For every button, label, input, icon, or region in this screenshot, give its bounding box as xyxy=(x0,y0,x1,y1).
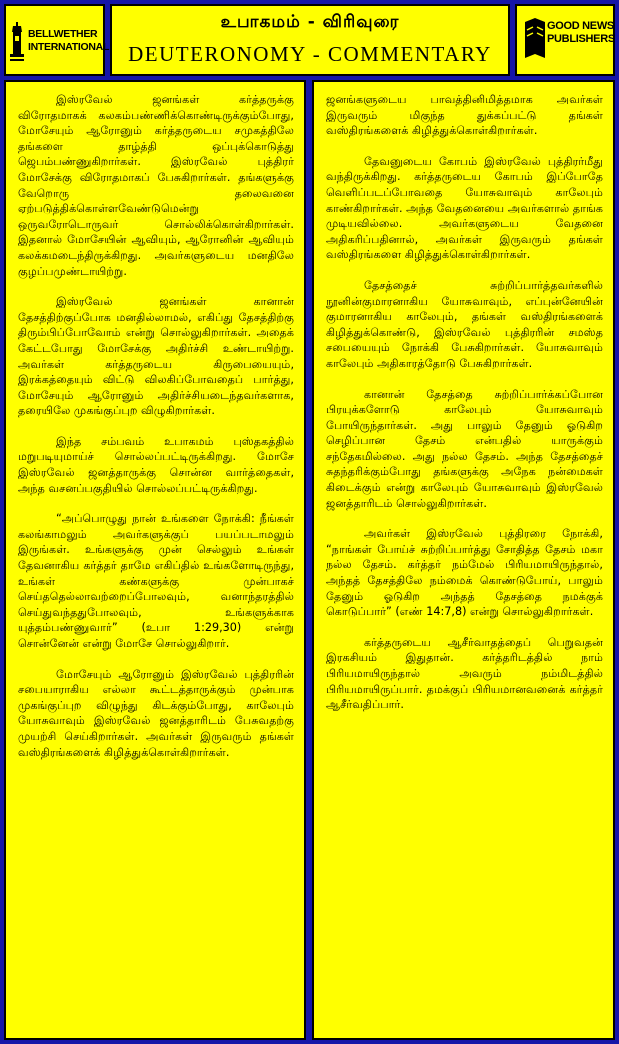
good-news-logo-text xyxy=(547,20,615,46)
right-paragraph-1: ஜனங்களுடைய பாவத்தினிமித்தமாக அவர்கள் இருவரும் மிகுந்த துக்கப்பட்டு தங்கள் வஸ்திரங்களைக் கிழித்துக்கொள்கிறார்கள். xyxy=(326,93,603,138)
right-paragraph-4: கானான் தேசத்தை சுற்றிப்பார்க்கப்போன பிரயுக்களோடு காலேபும் யோசுவாவும் போயிருந்தார்கள். அது பாலும் தேனும் ஓடுகிற செழிப்பான தேசம் என்பதில் யாருக்கும் சந்தேகமில்லை. அது நல்ல தேசம். அந்த தேசத்தைச் சுதந்தரிக்கும்போது தங்களுக்கு அநேக நன்மைகள் கிடைக்கும் என்று காலேபும் யோசுவாவும் இஸ்ரவேல் ஜனத்தாரிடம் சொல்லுகிறார்கள். xyxy=(326,387,603,510)
right-paragraph-3: தேசத்தைச் சுற்றிப்பார்த்தவர்களில் நூனின்குமாரனாகிய யோசுவாவும், எப்புன்னேயின் குமாரனாகிய காலேபும், தங்கள் வஸ்திரங்களைக் கிழித்துக்கொண்டு, இஸ்ரவேல் புத்திரரின் சமஸ்த சபையையும் நோக்கி பேசுகிறார்கள். யோசுவாவும் காலேபும் அதிகாரத்தோடு பேசுகிறார்கள். xyxy=(326,278,603,370)
left-column xyxy=(4,80,306,1040)
left-paragraph-2: இஸ்ரவேல் ஜனங்கள் கானான் தேசத்திற்குப்போக மனதில்லாமல், எகிப்து தேசத்திற்கு திரும்பிப்போவோம் என்று சொல்லுகிறார்கள். அதைக் கேட்டபோது மோசேக்கு அதிர்ச்சி உண்டாயிற்று. அவர்கள் கர்த்தருடைய கிருபையையும், இரக்கத்தையும் விட்டு விலகிப்போவதைப் பார்த்து, மோசேயும் ஆரோனும் அதிர்ச்சியடைந்தவர்களாக, தரையிலே முகங்குப்புற விழுகிறார்கள். xyxy=(18,295,294,418)
logo-left-line2: INTERNATIONAL xyxy=(28,41,110,53)
title-english: DEUTERONOMY - COMMENTARY xyxy=(128,42,492,66)
left-paragraph-3: இந்த சம்பவம் உபாகமம் புஸ்தகத்தில் மறுபடியுமாய்ச் சொல்லப்பட்டிருக்கிறது. மோசே இஸ்ரவேல் ஜனத்தாருக்கு சொன்ன வார்த்தைகள், அந்த வசனப்பகுதியில் சொல்லப்பட்டிருக்கிறது. xyxy=(18,434,294,495)
bellwether-logo xyxy=(4,4,110,76)
book-icon xyxy=(523,16,547,60)
good-news-logo xyxy=(515,4,615,76)
right-paragraph-5: அவர்கள் இஸ்ரவேல் புத்திரரை நோக்கி, “நாங்கள் போய்ச் சுற்றிப்பார்த்து சோதித்த தேசம் மகா நல்ல தேசம். கர்த்தர் நம்மேல் பிரியமாயிருந்தால், அந்தத் தேசத்திலே நம்மைக் கொண்டுபோய், பாலும் தேனும் ஓடுகிற அந்தத் தேசத்தை நமக்குக் கொடுப்பார்” (எண் 14:7,8) என்று சொல்லுகிறார்கள். xyxy=(326,527,603,619)
logo-right-line1: GOOD NEWS xyxy=(547,20,614,32)
logo-left-line1: BELLWETHER xyxy=(28,28,98,40)
left-paragraph-4: “அப்பொழுது நான் உங்களை நோக்கி: நீங்கள் கலங்காமலும் அவர்களுக்குப் பயப்படாமலும் இருங்கள். உங்களுக்கு முன் செல்லும் உங்கள் தேவனாகிய கர்த்தர் தாமே எகிப்தில் உங்களோடிருந்து, உங்கள் கண்களுக்கு முன்பாகச் செய்ததெல்லாவற்றைப்போலவும், வனாந்தரத்தில் செய்துவந்ததுபோலவும், உங்களுக்காக யுத்தம்பண்ணுவார்” (உபா 1:29,30) என்று சொன்னேன் என்று மோசே சொல்லுகிறார். xyxy=(18,512,294,650)
right-column xyxy=(312,80,615,1040)
page-header xyxy=(4,4,615,76)
bell-tower-icon xyxy=(10,22,30,64)
title-box xyxy=(110,4,510,76)
right-paragraph-6: கர்த்தருடைய ஆசீர்வாதத்தைப் பெறுவதன் இரகசியம் இதுதான். கர்த்தரிடத்தில் நாம் பிரியமாயிருந்தால் அவரும் நம்மிடத்தில் பிரியமாயிருப்பார். தமக்குப் பிரியமானவனைக் கர்த்தர் ஆசீர்வதிப்பார். xyxy=(326,635,603,712)
left-paragraph-5: மோசேயும் ஆரோனும் இஸ்ரவேல் புத்திரரின் சபையாராகிய எல்லா கூட்டத்தாருக்கும் முன்பாக முகங்குப்புற விழுந்து கிடக்கும்போது, காலேபும் யோசுவாவும் இஸ்ரவேல் ஜனத்தாரிடம் பேசுவதற்கு முயற்சி செய்கிறார்கள். அவர்கள் இருவரும் தங்கள் வஸ்திரங்களைக் கிழித்துக்கொள்கிறார்கள். xyxy=(18,667,294,759)
bellwether-logo-text xyxy=(28,28,109,54)
left-paragraph-1: இஸ்ரவேல் ஜனங்கள் கர்த்தருக்கு விரோதமாகக் கலகம்பண்ணிக்கொண்டிருக்கும்போது, மோசேயும் ஆரோனும் கர்த்தருடைய சமுகத்திலே தங்களை தாழ்த்தி ஒப்புக்கொடுத்து ஜெபம்பண்ணுகிறார்கள். இஸ்ரவேல் புத்திரர் மோசேக்கு விரோதமாகப் பேசுகிறார்கள். தங்களுக்கு வேறொரு தலைவனை ஏற்படுத்திக்கொள்ளவேண்டுமென்று ஒருவரோடொருவர் சொல்லிக்கொள்கிறார்கள். இதனால் மோசேயின் ஆவியும், ஆரோனின் ஆவியும் கலக்கமடைந்திருக்கிறது. அவர்களுடைய மனதிலே குழப்பமுண்டாயிற்று. xyxy=(18,93,294,278)
right-paragraph-2: தேவனுடைய கோபம் இஸ்ரவேல் புத்திரர்மீது வந்திருக்கிறது. கர்த்தருடைய கோபம் இப்போதே வெளிப்படப்போவதை யோசுவாவும் காலேபும் காண்கிறார்கள். அந்த வேதனையை அவர்களால் தாங்க முடியவில்லை. அவர்களுடைய வேதனை அதிகரிப்பதினால், அவர்கள் இருவரும் தங்கள் வஸ்திரங்களை கிழித்துக்கொள்கிறார்கள். xyxy=(326,154,603,262)
title-tamil: உபாகமம் - விரிவுரை xyxy=(220,12,400,32)
logo-right-line2: PUBLISHERS xyxy=(547,33,615,45)
